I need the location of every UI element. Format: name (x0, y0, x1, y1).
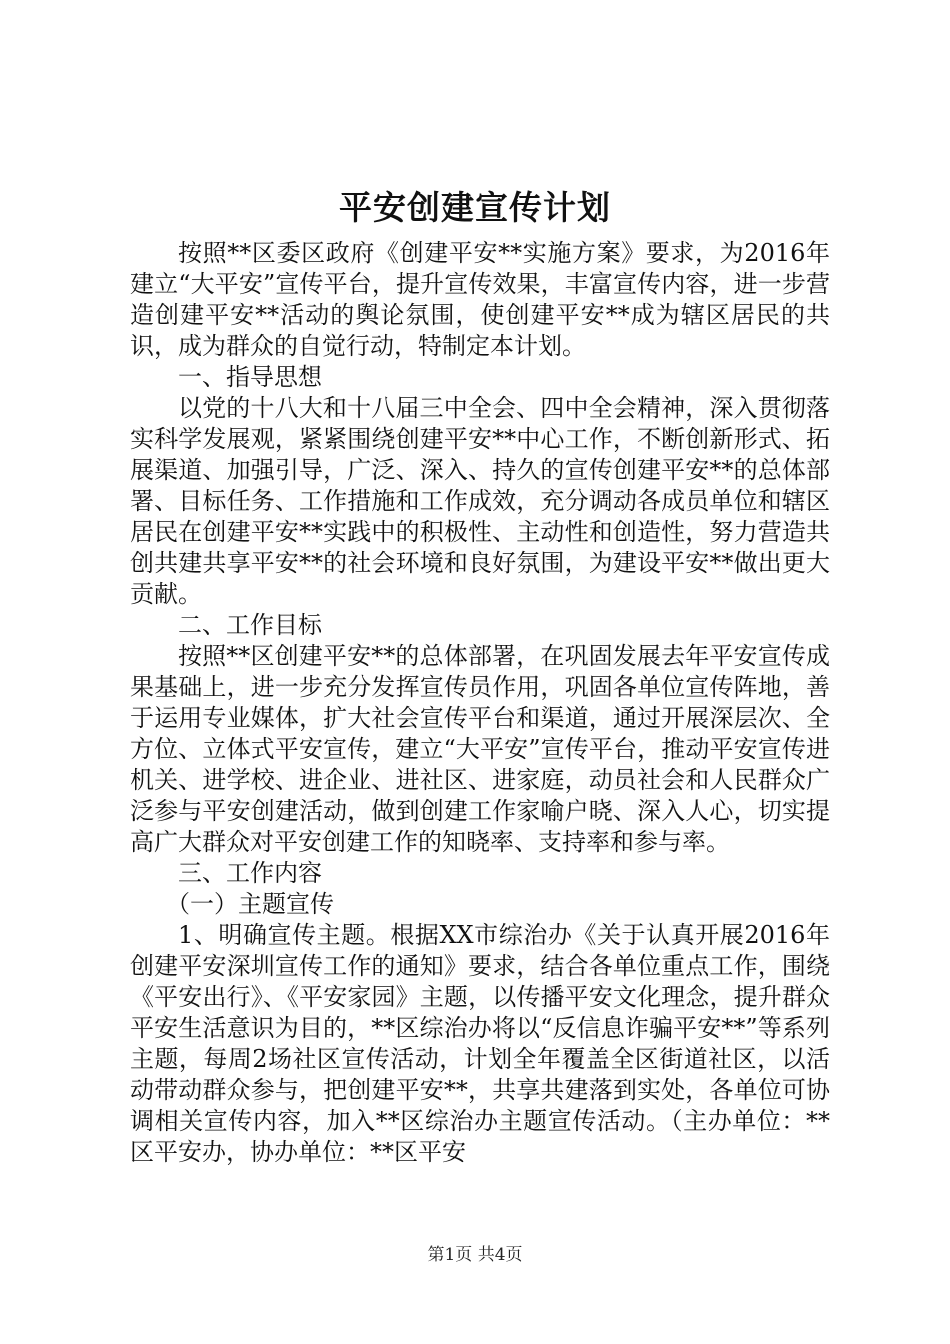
page-number-footer: 第1页 共4页 (427, 1245, 523, 1265)
document-body (130, 238, 830, 1168)
work-goals-paragraph: 按照**区创建平安**的总体部署，在巩固发展去年平安宣传成果基础上，进一步充分发挥宣传员作用，巩固各单位宣传阵地，善于运用专业媒体，扩大社会宣传平台和渠道，通过开展深层次、全方位、立体式平安宣传，建立“大平安”宣传平台，推动平安宣传进机关、进学校、进企业、进社区、进家庭，动员社会和人民群众广泛参与平安创建活动，做到创建工作家喻户晓、深入人心，切实提高广大群众对平安创建工作的知晓率、支持率和参与率。 (130, 642, 830, 856)
section-heading-work-goals: 二、工作目标 (178, 611, 322, 639)
section-heading-work-content: 三、工作内容 (178, 859, 322, 887)
document-title: 平安创建宣传计划 (339, 188, 611, 227)
section-heading-guiding-ideology: 一、指导思想 (178, 363, 322, 391)
intro-paragraph: 按照**区委区政府《创建平安**实施方案》要求，为2016年建立“大平安”宣传平台，提升宣传效果，丰富宣传内容，进一步营造创建平安**活动的舆论氛围，使创建平安**成为辖区居民的共识，成为群众的自觉行动，特制定本计划。 (130, 239, 830, 360)
subsection-heading-theme-publicity: （一）主题宣传 (166, 890, 334, 918)
theme-publicity-paragraph: 1、明确宣传主题。根据XX市综治办《关于认真开展2016年创建平安深圳宣传工作的通知》要求，结合各单位重点工作，围绕《平安出行》、《平安家园》主题，以传播平安文化理念，提升群众平安生活意识为目的，**区综治办将以“反信息诈骗平安**”等系列主题，每周2场社区宣传活动，计划全年覆盖全区街道社区，以活动带动群众参与，把创建平安**，共享共建落到实处，各单位可协调相关宣传内容，加入**区综治办主题宣传活动。（主办单位：**区平安办，协办单位：**区平安 (130, 921, 830, 1166)
guiding-ideology-paragraph: 以党的十八大和十八届三中全会、四中全会精神，深入贯彻落实科学发展观，紧紧围绕创建平安**中心工作，不断创新形式、拓展渠道、加强引导，广泛、深入、持久的宣传创建平安**的总体部署、目标任务、工作措施和工作成效，充分调动各成员单位和辖区居民在创建平安**实践中的积极性、主动性和创造性，努力营造共创共建共享平安**的社会环境和良好氛围，为建设平安**做出更大贡献。 (130, 394, 830, 608)
